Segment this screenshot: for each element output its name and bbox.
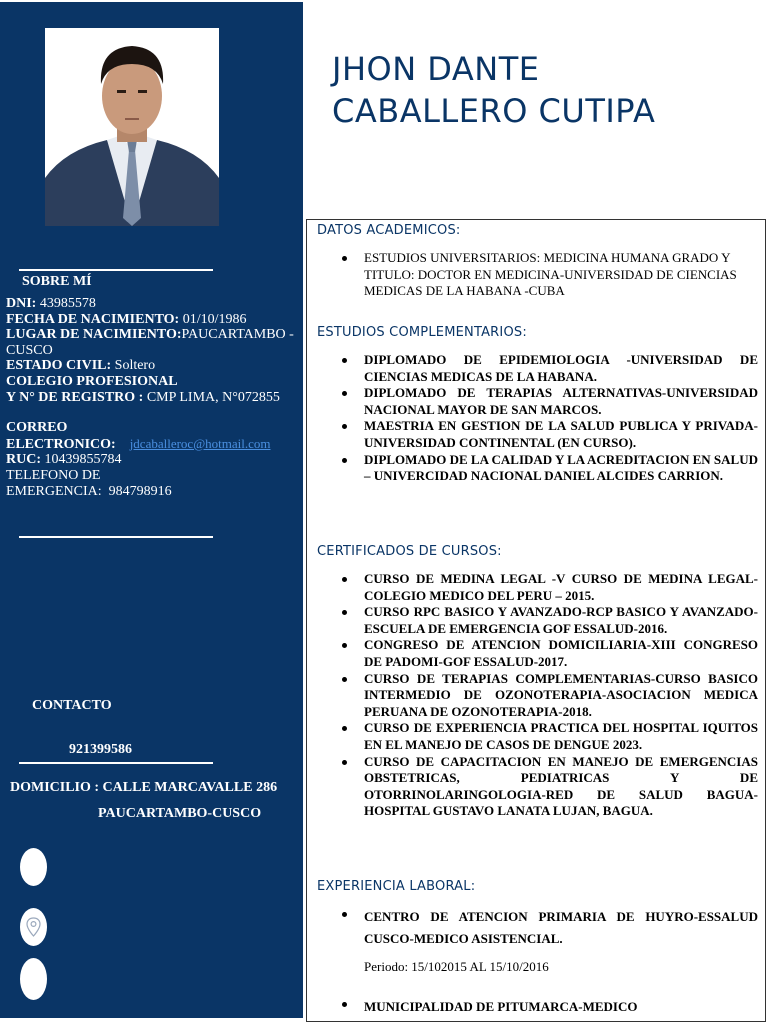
list-item <box>341 906 758 978</box>
dni-row: DNI: 43985578 <box>6 296 96 311</box>
college-row: Y N° DE REGISTRO : CMP LIMA, N°072855 <box>6 389 280 405</box>
list-item: CURSO RPC BASICO Y AVANZADO-RCP BASICO Y AVANZADO-ESCUELA DE EMERGENCIA GOF ESSALUD-2016. <box>341 604 758 637</box>
personal-info <box>6 296 298 499</box>
list-item: CONGRESO DE ATENCION DOMICILIARIA-XIII CONGRESO DE PADOMI-GOF ESSALUD-2017. <box>341 637 758 670</box>
experience-title: EXPERIENCIA LABORAL: <box>317 879 476 894</box>
sidebar-divider <box>19 536 213 538</box>
sidebar-divider <box>19 762 213 764</box>
email-row: ELECTRONICO: jdcaballeroc@hotmail.com <box>6 435 271 452</box>
job-title: CENTRO DE ATENCION PRIMARIA DE HUYRO-ESSALUD CUSCO-MEDICO ASISTENCIAL. <box>364 909 758 946</box>
profile-photo <box>45 28 219 226</box>
certificates-title: CERTIFICADOS DE CURSOS: <box>317 544 502 559</box>
birth-row: FECHA DE NACIMIENTO: 01/10/1986 <box>6 311 247 327</box>
complementary-list <box>341 352 758 485</box>
phone-row: EMERGENCIA: 984798916 <box>6 483 172 499</box>
birthplace-row: LUGAR DE NACIMIENTO:PAUCARTAMBO - CUSCO <box>6 327 294 358</box>
phone-icon <box>20 848 47 886</box>
email-link[interactable]: jdcaballeroc@hotmail.com <box>129 435 271 451</box>
phone-label: TELEFONO DE <box>6 467 101 483</box>
academic-title: DATOS ACADEMICOS: <box>317 223 461 238</box>
mail-icon <box>20 958 47 1000</box>
ruc-row: RUC: 10439855784 <box>6 452 122 468</box>
list-item: DIPLOMADO DE LA CALIDAD Y LA ACREDITACION EN SALUD – UNIVERCIDAD NACIONAL DANIEL ALCIDES CARRION. <box>341 452 758 485</box>
location-pin-icon <box>20 908 47 946</box>
sidebar <box>0 2 303 1018</box>
list-item: MUNICIPALIDAD DE PITUMARCA-MEDICO <box>341 996 758 1018</box>
contact-phone: 921399586 <box>69 742 132 757</box>
list-item: DIPLOMADO DE EPIDEMIOLOGIA -UNIVERSIDAD DE CIENCIAS MEDICAS DE LA HABANA. <box>341 352 758 385</box>
candidate-name: JHON DANTE CABALLERO CUTIPA <box>332 50 656 130</box>
list-item: CURSO DE MEDINA LEGAL -V CURSO DE MEDINA LEGAL-COLEGIO MEDICO DEL PERU – 2015. <box>341 571 758 604</box>
address-line-2: PAUCARTAMBO-CUSCO <box>98 806 262 821</box>
certificates-list <box>341 571 758 820</box>
experience-list <box>341 906 758 1018</box>
content-panel <box>306 219 766 1022</box>
civil-status-row: ESTADO CIVIL: Soltero <box>6 358 156 374</box>
sidebar-divider <box>19 269 213 271</box>
address-line-1: DOMICILIO : CALLE MARCAVALLE 286 <box>10 780 278 795</box>
list-item: CURSO DE CAPACITACION EN MANEJO DE EMERGENCIAS OBSTETRICAS, PEDIATRICAS Y DE OTORRINOLARINGOLOGIA-RED DE SALUD BAGUA-HOSPITAL GUSTAVO LANATA LUJAN, BAGUA. <box>341 754 758 820</box>
academic-list <box>341 250 758 300</box>
complementary-title: ESTUDIOS COMPLEMENTARIOS: <box>317 325 527 340</box>
college-row-label: COLEGIO PROFESIONAL <box>6 373 178 389</box>
list-item: MAESTRIA EN GESTION DE LA SALUD PUBLICA Y PRIVADA-UNIVERSIDAD CONTINENTAL (EN CURSO). <box>341 418 758 451</box>
about-heading: SOBRE MÍ <box>22 274 92 289</box>
list-item: DIPLOMADO DE TERAPIAS ALTERNATIVAS-UNIVERSIDAD NACIONAL MAYOR DE SAN MARCOS. <box>341 385 758 418</box>
contact-heading: CONTACTO <box>32 698 112 713</box>
job-period: Periodo: 15/102015 AL 15/10/2016 <box>364 959 549 974</box>
email-label: CORREO <box>6 420 68 436</box>
list-item: CURSO DE EXPERIENCIA PRACTICA DEL HOSPITAL IQUITOS EN EL MANEJO DE CASOS DE DENGUE 2023. <box>341 720 758 753</box>
list-item: CURSO DE TERAPIAS COMPLEMENTARIAS-CURSO BASICO INTERMEDIO DE OZONOTERAPIA-ASOCIACION MEDICA PERUANA DE OZONOTERAPIA-2018. <box>341 671 758 721</box>
list-item: ESTUDIOS UNIVERSITARIOS: MEDICINA HUMANA GRADO Y TITULO: DOCTOR EN MEDICINA-UNIVERSIDAD DE CIENCIAS MEDICAS DE LA HABANA -CUBA <box>341 250 758 300</box>
